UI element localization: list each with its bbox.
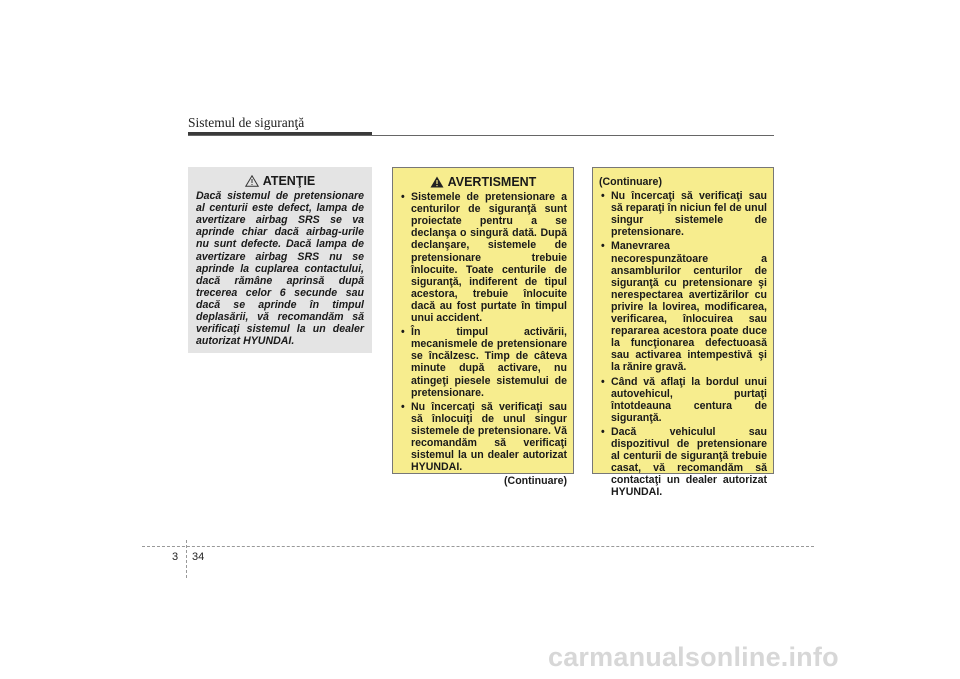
list-item: • În timpul activării, mecanismele de pretensionare se încălzesc. Timp de câteva minute după activare, nu atingeţi piesele sistemului de pretensionare. [399, 326, 567, 399]
page-number: 34 [192, 551, 205, 563]
warning-continued-box [592, 167, 774, 499]
header-rule [188, 135, 774, 136]
list-item: • Nu încercaţi să verificaţi sau să reparaţi în niciun fel de unul singur sistemele de pretensionare. [599, 190, 767, 238]
list-item: • Manevrarea necorespunzătoare a ansamblurilor centurilor de siguranţă cu pretensionare şi nerespectarea avertizărilor cu privire la lovirea, modificarea, verificarea, înlocuirea sau repararea acestora poate duce la funcţionarea defectuoasă sau activarea intempestivă şi la rănire gravă. [599, 240, 767, 373]
list-item: • Nu încercaţi să verificaţi sau să înlocuiţi de unul singur sistemele de pretensionare. Vă recomandăm să verificaţi sistemul la un dealer autorizat HYUNDAI. [399, 401, 567, 474]
warning-continued-list [599, 190, 767, 498]
watermark: carmanualsonline.info [548, 642, 839, 672]
warning-title-text: AVERTISMENT [447, 175, 537, 189]
caution-title [196, 175, 364, 187]
caution-title-text: ATENŢIE [262, 174, 316, 188]
warning-triangle-icon [430, 176, 444, 188]
caution-text: Dacă sistemul de pretensionare al centurii este defect, lampa de avertizare airbag SRS se va aprinde chiar dacă airbag-urile nu sunt defecte. Dacă lampa de avertizare airbag SRS nu se aprinde la cuplarea contactului, dacă rămâne aprinsă după trecerea celor 6 secunde sau dacă se aprinde în timpul deplasării, vă recomandăm să verificaţi sistemul la un dealer autorizat HYUNDAI. [196, 190, 364, 348]
list-item: • Când vă aflaţi la bordul unui autovehicul, purtaţi întotdeauna centura de siguranţă. [599, 376, 767, 424]
continued-label: (Continuare) [504, 475, 567, 488]
continued-label: (Continuare) [599, 176, 662, 188]
caution-triangle-icon [245, 175, 259, 187]
footer-rule [142, 546, 814, 547]
list-item: • Dacă vehiculul sau dispozitivul de pretensionare al centurii de siguranţă trebuie casat, vă recomandăm să contactaţi un dealer autorizat HYUNDAI. [599, 426, 767, 499]
list-item: • Sistemele de pretensionare a centurilor de siguranţă sunt proiectate pentru a se declanşa o singură dată. După declanşare, sistemele de pretensionare trebuie înlocuite. Toate centurile de siguranţă, indiferent de tipul acestora, trebuie înlocuite dacă au fost purtate în timpul unui accident. [399, 191, 567, 324]
warning-list [399, 191, 567, 473]
caution-box [188, 167, 372, 353]
warning-title [399, 176, 567, 188]
page-header-title: Sistemul de siguranţă [188, 115, 305, 130]
chapter-number: 3 [172, 551, 179, 563]
warning-box [392, 167, 574, 488]
footer-divider [186, 540, 187, 578]
